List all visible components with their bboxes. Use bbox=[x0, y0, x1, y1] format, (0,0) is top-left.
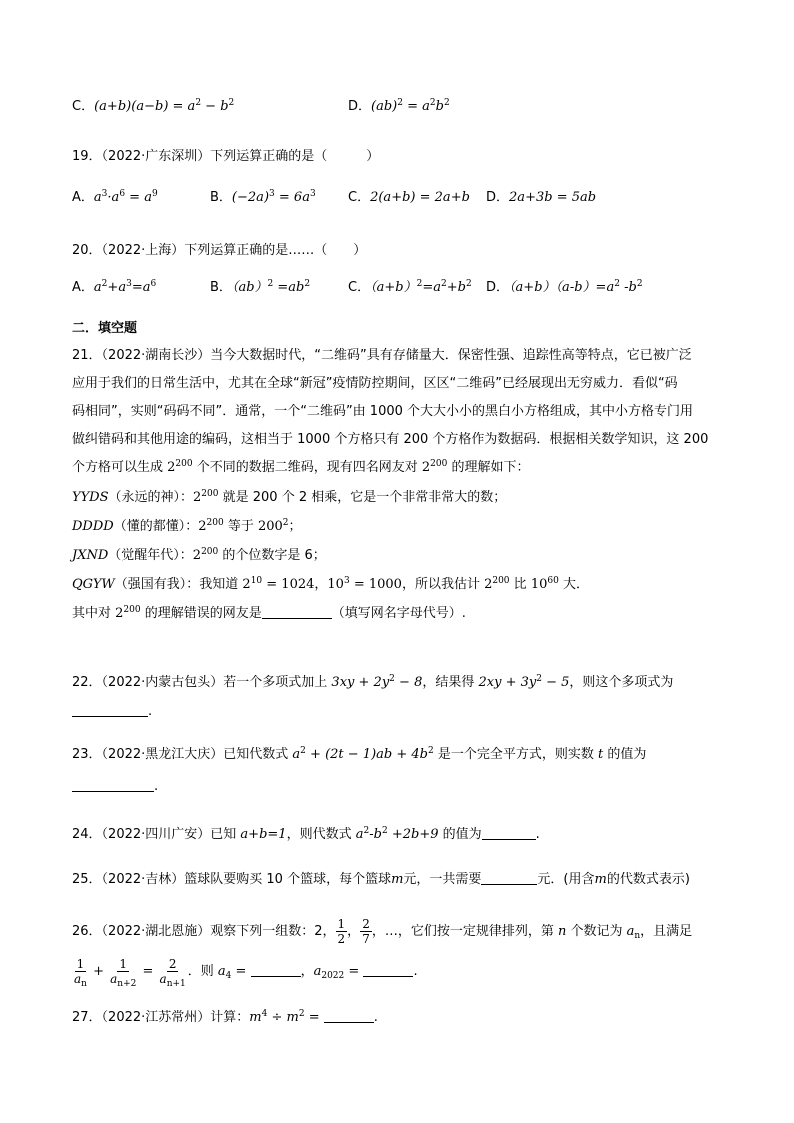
q21-qgyw: QGYW（强国有我）：我知道 $2^{10} = 1024$，$10^3 = 1000$，所以我估计 $2^{200}$ 比 $10^{60}$ 大． bbox=[72, 576, 589, 592]
q23-stem: 23．（2022·黑龙江大庆）已知代数式 $a^2 + (2t - 1)ab + 4b^2$ 是一个完全平方式，则实数 t 的值为 bbox=[72, 746, 647, 762]
q23-answer-line: . bbox=[72, 778, 158, 796]
q21-line-1: 21．（2022·湖南长沙）当今大数据时代，“二维码”具有存储量大．保密性强、追踪性高等特点，它已被广泛 bbox=[72, 348, 692, 363]
q19-option-d: D．2a+3b = 5ab bbox=[486, 190, 597, 205]
q27-stem: 27．（2022·江苏常州）计算：$m^4 \div m^2$ = . bbox=[72, 1009, 378, 1025]
q19-option-c: C．2(a+b) = 2a+b bbox=[348, 190, 470, 205]
q23-answer-blank[interactable] bbox=[72, 778, 154, 792]
q26-condition: $\frac{1}{a_n}$ + $\frac{1}{a_{n+2}}$ = $\frac{2}{a_{n+1}}$ ．则 $a_4$ = ，$a_{2022}$ = . bbox=[74, 957, 418, 989]
q21-yyds: YYDS（永远的神）：$2^{200}$ 就是 200 个 2 相乘，它是一个非常非常大的数； bbox=[72, 489, 507, 505]
q26-frac-1-2: $\frac{1}{2}$ bbox=[337, 917, 346, 946]
q26-stem: 26．（2022·湖北恩施）观察下列一组数：2， $\frac{1}{2}$ ， $\frac{2}{7}$ ，…，它们按一定规律排列，第 n 个数记为 $a_n$，且满足 bbox=[72, 917, 693, 946]
q19-option-a: A．$a^3\cdot a^6 = a^9$ bbox=[72, 189, 158, 205]
q21-question: 其中对 $2^{200}$ 的理解错误的网友是 （填写网名字母代号）. bbox=[72, 605, 466, 621]
q26-frac-2-7: $\frac{2}{7}$ bbox=[362, 917, 370, 946]
q20-option-b: B．$(ab)^2 =ab^2$ bbox=[210, 279, 311, 295]
q25-answer-blank[interactable] bbox=[481, 871, 537, 885]
q24-answer-blank[interactable] bbox=[482, 826, 536, 840]
q21-line-4: 做纠错码和其他用途的编码，这相当于 1000 个方格只有 200 个方格作为数据码．根据相关数学知识，这 200 bbox=[72, 432, 709, 447]
q19-stem: 19．（2022·广东深圳）下列运算正确的是（ ） bbox=[72, 149, 380, 164]
q26-answer-blank-a2022[interactable] bbox=[363, 963, 413, 977]
q21-dddd: DDDD（懂的都懂）：$2^{200}$ 等于 $200^2$； bbox=[72, 518, 302, 534]
q22-answer-line: . bbox=[72, 703, 152, 721]
section-title-fill-in: 二．填空题 bbox=[72, 321, 138, 336]
q19-option-b: B．$(-2a)^3 = 6a^3$ bbox=[210, 189, 316, 205]
q25-stem: 25．（2022·吉林）篮球队要购买 10 个篮球，每个篮球m元，一共需要 元．(用含m的代数式表示) bbox=[72, 872, 690, 887]
q26-answer-blank-a4[interactable] bbox=[251, 963, 301, 977]
q22-answer-blank[interactable] bbox=[72, 703, 148, 717]
q18-d-formula: $(ab)^2 = a^2b^2$ bbox=[371, 98, 450, 114]
q22-stem: 22．（2022·内蒙古包头）若一个多项式加上 $3xy + 2y^2 - 8$，结果得 $2xy + 3y^2 - 5$，则这个多项式为 bbox=[72, 674, 674, 690]
q18-c-formula: $(a+b)(a-b) = a^2 - b^2$ bbox=[94, 98, 235, 114]
q21-line-5: 个方格可以生成 $2^{200}$ 个不同的数据二维码，现有四名网友对 $2^{200}$ 的理解如下： bbox=[72, 459, 530, 475]
q21-line-3: 码相同”，实则“码码不同”．通常，一个“二维码”由 1000 个大大小小的黑白小方格组成，其中小方格专门用 bbox=[72, 404, 694, 419]
q21-jxnd: JXND（觉醒年代）：$2^{200}$ 的个位数字是 6； bbox=[72, 547, 326, 563]
q24-stem: 24．（2022·四川广安）已知 a+b=1，则代数式 $a^2-b^2 +2b+9$ 的值为 . bbox=[72, 826, 540, 842]
q27-answer-blank[interactable] bbox=[324, 1009, 374, 1023]
q20-stem: 20．（2022·上海）下列运算正确的是……（ ） bbox=[72, 243, 367, 258]
q21-answer-blank[interactable] bbox=[262, 605, 332, 619]
q21-line-2: 应用于我们的日常生活中，尤其在全球“新冠”疫情防控期间，区区“二维码”已经展现出无穷威力．看似“码 bbox=[72, 376, 678, 391]
q18-option-d: D．$(ab)^2 = a^2b^2$ bbox=[348, 98, 450, 114]
q20-option-d: D．$(a+b)(a-b)=a^2$ $-b^2$ bbox=[486, 279, 643, 295]
q18-option-c: C．$(a+b)(a-b) = a^2 - b^2$ bbox=[72, 98, 235, 114]
q20-option-c: C．$(a+b)^2=a^2+b^2$ bbox=[348, 279, 472, 295]
q20-option-a: A．$a^2+a^3=a^6$ bbox=[72, 279, 157, 295]
